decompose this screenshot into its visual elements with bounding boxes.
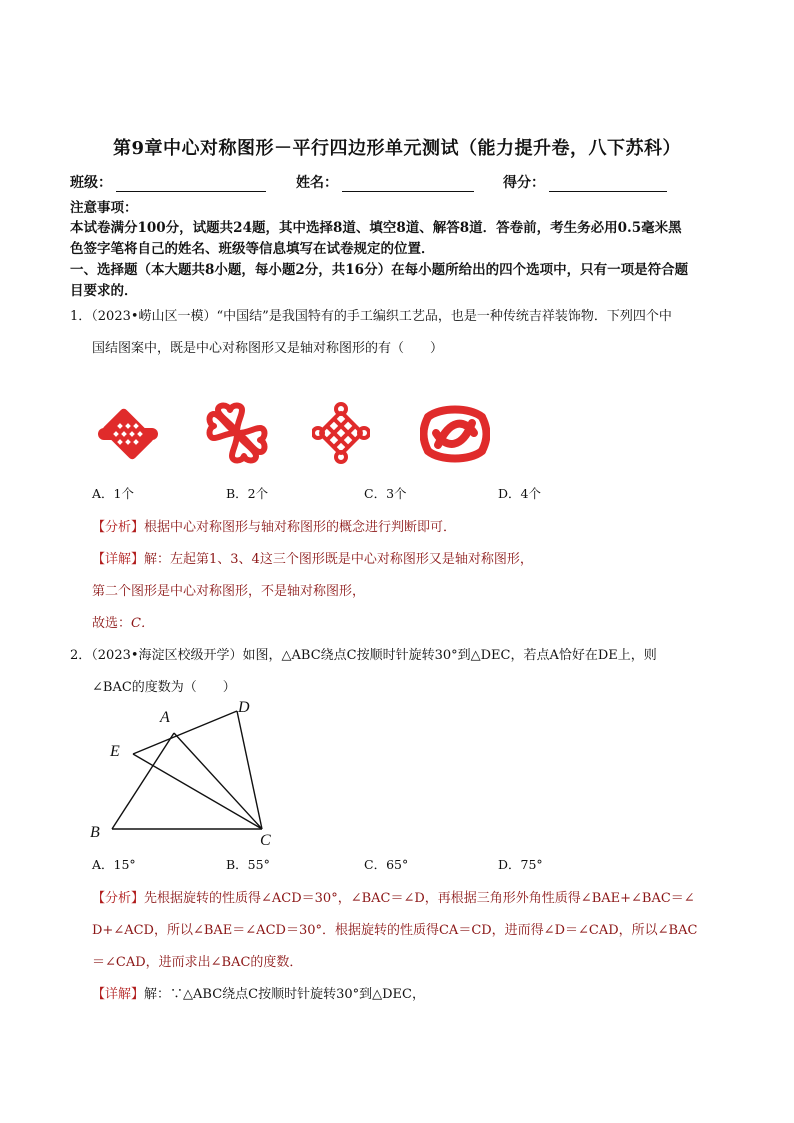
q2-option-c[interactable]: C．65° (364, 857, 409, 872)
notes-line-1: 本试卷满分100分，试题共24题，其中选择8道、填空8道、解答8道．答卷前，考生务必用0.5毫米黑 (70, 220, 682, 236)
q2-detail-line-1 (92, 983, 425, 1002)
segment-ec (133, 754, 262, 829)
score-field (503, 172, 667, 192)
heart-knot-icon (206, 402, 268, 464)
name-label: 姓名： (296, 175, 338, 191)
q1-analysis (92, 516, 456, 535)
q1-stem-line-1: 1．（2023•崂山区一模）“中国结”是我国特有的手工编织工艺品，也是一种传统吉祥装饰物．下列四个中 (70, 309, 672, 324)
notes-heading: 注意事项： (70, 200, 138, 216)
q1-detail-line-2: 第二个图形是中心对称图形，不是轴对称图形， (92, 584, 366, 599)
answer-value: C． (131, 616, 154, 631)
q2-analysis-line-1 (92, 887, 695, 906)
label-c: C (260, 832, 271, 849)
q1-detail-line-1 (92, 548, 533, 567)
score-label: 得分： (503, 175, 545, 191)
segment-ed (133, 711, 237, 754)
detail-text: 解：左起第1、3、4这三个图形既是中心对称图形又是轴对称图形， (144, 552, 533, 567)
triangle-rotation-figure (86, 696, 286, 850)
detail-tag: 【详解】 (92, 552, 145, 567)
chinese-knot-icon (92, 404, 164, 464)
q2-stem-line-1: 2．（2023•海淀区校级开学）如图，△ABC绕点C按顺时针旋转30°到△DEC，若点A恰好在DE上，则 (70, 648, 657, 663)
class-blank[interactable] (116, 177, 266, 192)
q1-stem-line-2: 国结图案中，既是中心对称图形又是轴对称图形的有（ ） (92, 341, 444, 356)
q2-stem-line-2: ∠BAC的度数为（ ） (92, 680, 236, 695)
q2-option-d[interactable]: D．75° (498, 857, 543, 872)
q1-option-b[interactable]: B．2个 (226, 486, 269, 501)
section-heading-2: 目要求的． (70, 283, 138, 299)
class-field (70, 172, 266, 192)
q1-option-d[interactable]: D．4个 (498, 486, 541, 501)
q2-analysis-line-2: D+∠ACD，所以∠BAE＝∠ACD＝30°．根据旋转的性质得CA＝CD，进而得∠D＝∠CAD，所以∠BAC (92, 923, 698, 938)
answer-prefix: 故选： (92, 616, 132, 631)
segment-dc (237, 711, 262, 829)
ring-knot-icon (312, 402, 370, 464)
name-field (296, 172, 474, 192)
label-d: D (238, 699, 250, 716)
segment-ba (112, 733, 174, 829)
detail-tag: 【详解】 (92, 987, 145, 1002)
score-blank[interactable] (549, 177, 667, 192)
notes-line-2: 色签字笔将自己的姓名、班级等信息填写在试卷规定的位置． (70, 241, 435, 257)
label-b: B (90, 824, 100, 841)
label-e: E (110, 743, 120, 760)
segment-ac (174, 733, 262, 829)
analysis-tag: 【分析】 (92, 891, 145, 906)
class-label: 班级： (70, 175, 112, 191)
label-a: A (160, 709, 170, 726)
analysis-text: 先根据旋转的性质得∠ACD＝30°，∠BAC＝∠D，再根据三角形外角性质得∠BAE+∠BAC＝∠ (144, 891, 695, 906)
detail-text: 解：∵△ABC绕点C按顺时针旋转30°到△DEC， (144, 987, 425, 1002)
q1-option-a[interactable]: A．1个 (92, 486, 134, 501)
page-title: 第9章中心对称图形－平行四边形单元测试（能力提升卷，八下苏科） (112, 138, 682, 159)
q2-option-b[interactable]: B．55° (226, 857, 270, 872)
name-blank[interactable] (342, 177, 474, 192)
q1-option-c[interactable]: C．3个 (364, 486, 407, 501)
analysis-text: 根据中心对称图形与轴对称图形的概念进行判断即可． (144, 520, 457, 535)
analysis-tag: 【分析】 (92, 520, 145, 535)
q2-option-a[interactable]: A．15° (92, 857, 136, 872)
q1-answer (92, 612, 154, 631)
oval-knot-icon (420, 405, 490, 463)
section-heading-1: 一、选择题（本大题共8小题，每小题2分，共16分）在每小题所给出的四个选项中，只有一项是符合题 (70, 262, 689, 278)
q2-analysis-line-3: ＝∠CAD，进而求出∠BAC的度数． (92, 955, 303, 970)
